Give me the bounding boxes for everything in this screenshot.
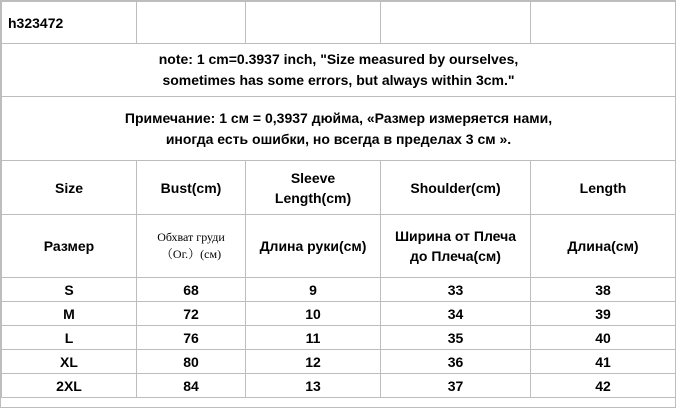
sleeve-cell: 12 [246,350,381,374]
table-row [2,278,676,302]
length-cell: 40 [531,326,676,350]
header-row [2,2,676,44]
size-cell: XL [2,350,137,374]
note-russian-row [2,97,676,161]
size-cell: L [2,326,137,350]
product-code: h323472 [2,2,137,44]
column-header-russian-row [2,215,676,278]
table-row [2,302,676,326]
column-header-bust-ru-line: Обхват груди [157,230,225,244]
empty-header-cell [137,2,246,44]
empty-header-cell [381,2,531,44]
length-cell: 42 [531,374,676,398]
column-header-length-ru: Длина(см) [531,215,676,278]
sleeve-cell: 13 [246,374,381,398]
note-russian-line: Примечание: 1 см = 0,3937 дюйма, «Размер измеряется нами, [124,109,553,126]
column-header-sleeve-line: Length(cm) [274,189,352,206]
column-header-english-row [2,161,676,215]
table-row [2,374,676,398]
column-header-shoulder-ru [381,215,531,278]
bust-cell: 68 [137,278,246,302]
length-cell: 38 [531,278,676,302]
column-header-shoulder: Shoulder(cm) [381,161,531,215]
bust-cell: 80 [137,350,246,374]
column-header-bust: Bust(cm) [137,161,246,215]
column-header-bust-ru-line: （Ог.）(см) [160,247,222,261]
note-russian-line: иногда есть ошибки, но всегда в пределах 3 см ». [165,130,512,147]
length-cell: 39 [531,302,676,326]
table-row [2,350,676,374]
size-cell: M [2,302,137,326]
table-row [2,326,676,350]
shoulder-cell: 33 [381,278,531,302]
bust-cell: 76 [137,326,246,350]
shoulder-cell: 36 [381,350,531,374]
bust-cell: 72 [137,302,246,326]
length-cell: 41 [531,350,676,374]
column-header-size-ru: Размер [2,215,137,278]
shoulder-cell: 37 [381,374,531,398]
column-header-shoulder-ru-line: Ширина от Плеча [394,228,517,244]
column-header-sleeve [246,161,381,215]
column-header-sleeve-line: Sleeve [290,169,336,186]
note-english-line: note: 1 cm=0.3937 inch, "Size measured by ourselves, [158,51,519,67]
empty-header-cell [531,2,676,44]
bust-cell: 84 [137,374,246,398]
column-header-shoulder-ru-line: до Плеча(см) [410,248,501,264]
column-header-sleeve-ru: Длина руки(см) [246,215,381,278]
empty-header-cell [246,2,381,44]
size-cell: S [2,278,137,302]
column-header-bust-ru [137,215,246,278]
note-russian [2,97,676,161]
shoulder-cell: 34 [381,302,531,326]
column-header-size: Size [2,161,137,215]
note-english-row [2,44,676,97]
sleeve-cell: 9 [246,278,381,302]
note-english-line: sometimes has some errors, but always within 3cm." [162,72,515,88]
column-header-length: Length [531,161,676,215]
note-english [2,44,676,97]
sleeve-cell: 10 [246,302,381,326]
sleeve-cell: 11 [246,326,381,350]
size-cell: 2XL [2,374,137,398]
size-chart-table [1,1,676,398]
shoulder-cell: 35 [381,326,531,350]
